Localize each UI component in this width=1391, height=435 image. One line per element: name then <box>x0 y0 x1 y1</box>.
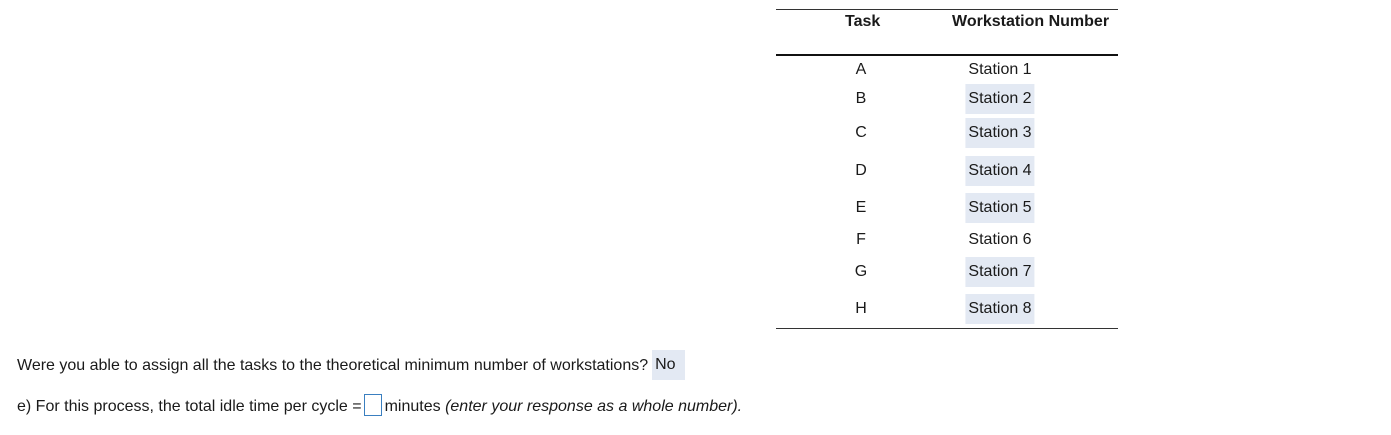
table-row <box>776 226 1118 254</box>
question-idle-time <box>17 396 742 418</box>
question-min-stations <box>17 351 685 381</box>
task-cell: G <box>854 263 868 280</box>
task-cell: A <box>855 61 867 78</box>
task-cell: H <box>855 300 867 317</box>
workstation-cell: Station 1 <box>968 61 1032 78</box>
table-row <box>776 84 1118 114</box>
table-row <box>776 56 1118 84</box>
workstation-cell: Station 6 <box>968 231 1032 248</box>
workstation-cell[interactable]: Station 2 <box>965 84 1034 114</box>
table-row <box>776 114 1118 152</box>
table-row <box>776 254 1118 290</box>
assignment-table <box>776 9 1118 329</box>
table-header <box>776 10 1118 56</box>
table-row <box>776 290 1118 328</box>
idle-time-input[interactable] <box>364 394 382 416</box>
workstation-cell[interactable]: Station 4 <box>965 156 1034 186</box>
task-cell: D <box>855 161 867 179</box>
workstation-cell[interactable]: Station 7 <box>965 257 1034 287</box>
task-cell: F <box>856 231 866 248</box>
table-body <box>776 56 1118 328</box>
question-min-stations-text: Were you able to assign all the tasks to the theoretical minimum number of workstations? <box>17 357 649 375</box>
table-row <box>776 189 1118 226</box>
task-cell: B <box>855 90 867 107</box>
workstation-cell[interactable]: Station 5 <box>965 193 1034 223</box>
idle-time-hint: (enter your response as a whole number). <box>445 398 743 416</box>
table-row <box>776 152 1118 189</box>
workstation-cell[interactable]: Station 8 <box>965 294 1034 324</box>
task-cell: E <box>855 198 867 216</box>
idle-time-prefix: e) For this process, the total idle time per cycle = <box>17 398 362 416</box>
header-workstation-number: Workstation Number <box>952 13 1110 30</box>
workstation-cell[interactable]: Station 3 <box>965 118 1034 148</box>
idle-time-unit: minutes <box>384 398 441 416</box>
task-cell: C <box>855 124 867 141</box>
min-stations-answer[interactable]: No <box>652 350 684 380</box>
header-task: Task <box>845 13 881 30</box>
